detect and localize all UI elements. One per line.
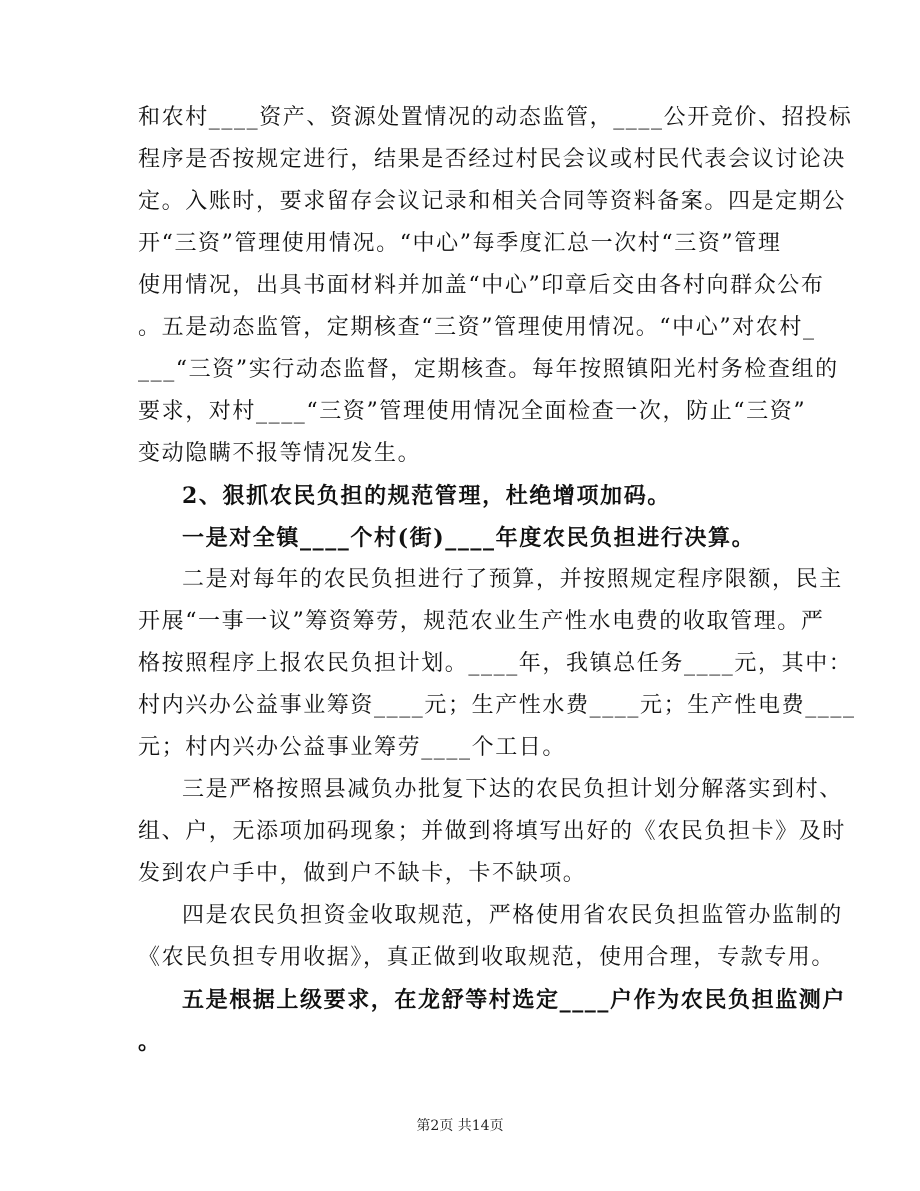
paragraph-line: 组、户，无添项加码现象；并做到将填写出好的《农民负担卡》及时: [138, 819, 847, 844]
paragraph-line: 《农民负担专用收据》，真正做到收取规范，使用合理，专款专用。: [138, 945, 836, 970]
paragraph-line: 变动隐瞒不报等情况发生。: [138, 441, 422, 466]
section-heading: 2、狠抓农民负担的规范管理，杜绝增项加码。: [182, 483, 671, 509]
paragraph-line: 。五是动态监管，定期核查“三资”管理使用情况。“中心”对农村_: [138, 315, 816, 340]
paragraph-line: 二是对每年的农民负担进行了预算，并按照规定程序限额，民主: [182, 567, 843, 592]
paragraph-line: 和农村____资产、资源处置情况的动态监管，____公开竞价、招投标: [138, 105, 853, 130]
paragraph-line: 使用情况，出具书面材料并加盖“中心”印章后交由各村向群众公布: [138, 273, 825, 298]
paragraph-line: 定。入账时，要求留存会议记录和相关合同等资料备案。四是定期公: [138, 189, 847, 214]
paragraph-line: 开“三资”管理使用情况。“中心”每季度汇总一次村“三资”管理: [138, 231, 782, 256]
bold-paragraph-line: 五是根据上级要求，在龙舒等村选定____户作为农民负担监测户: [182, 987, 847, 1013]
bold-paragraph-line: 一是对全镇____个村(街)____年度农民负担进行决算。: [182, 525, 756, 551]
paragraph-line: 程序是否按规定进行，结果是否经过村民会议或村民代表会议讨论决: [138, 147, 847, 172]
paragraph-line: 格按照程序上报农民负担计划。____年，我镇总任务____元，其中：: [138, 651, 853, 676]
paragraph-line: 要求，对村____“三资”管理使用情况全面检查一次，防止“三资”: [138, 399, 807, 424]
page-number: 第2页 共14页: [416, 1118, 504, 1134]
paragraph-line: 开展“一事一议”筹资筹劳，规范农业生产性水电费的收取管理。严: [138, 609, 825, 634]
paragraph-line: ___“三资”实行动态监督，定期核查。每年按照镇阳光村务检查组的: [138, 357, 839, 382]
bold-paragraph-line: 。: [138, 1029, 162, 1055]
paragraph-line: 发到农户手中，做到户不缺卡，卡不缺项。: [138, 861, 587, 886]
paragraph-line: 元；村内兴办公益事业筹劳____个工日。: [138, 735, 567, 760]
paragraph-line: 三是严格按照县减负办批复下达的农民负担计划分解落实到村、: [182, 777, 843, 802]
paragraph-line: 四是农民负担资金收取规范，严格使用省农民负担监管办监制的: [182, 903, 843, 928]
paragraph-line: 村内兴办公益事业筹资____元；生产性水费____元；生产性电费____: [138, 693, 856, 718]
